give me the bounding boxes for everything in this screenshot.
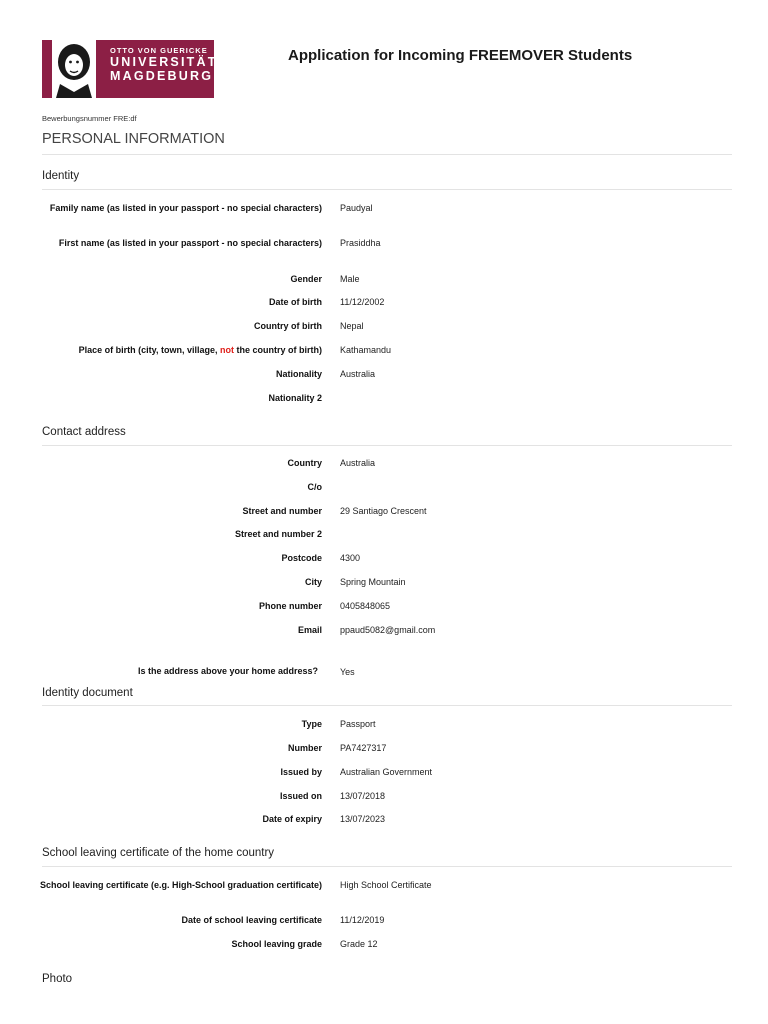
nationality-value: Australia	[340, 369, 376, 379]
section-title: PERSONAL INFORMATION	[42, 131, 225, 147]
contact-divider	[42, 445, 732, 446]
section-divider	[42, 154, 732, 155]
home-address-label: Is the address above your home address?	[137, 666, 318, 676]
identity-heading: Identity	[42, 170, 80, 182]
place-of-birth-label	[2, 343, 322, 357]
university-logo	[42, 40, 218, 98]
expiry-label: Date of expiry	[262, 814, 322, 824]
co-label: C/o	[307, 482, 322, 492]
certificate-label: School leaving certificate (e.g. High-School graduation certificate)	[39, 880, 322, 890]
gender-value: Male	[340, 274, 360, 284]
issued-on-label: Issued on	[279, 791, 322, 801]
email-label: Email	[297, 625, 322, 635]
email-value: ppaud5082@gmail.com	[340, 625, 436, 635]
country-label: Country	[287, 458, 322, 468]
country-of-birth-label: Country of birth	[254, 321, 322, 331]
issued-on-value: 13/07/2018	[340, 791, 386, 801]
grade-label: School leaving grade	[231, 939, 322, 949]
certificate-date-value: 11/12/2019	[340, 915, 385, 925]
home-address-value: Yes	[340, 667, 355, 677]
school-heading: School leaving certificate of the home country	[42, 847, 275, 859]
family-name-label: Family name (as listed in your passport - no special characters)	[49, 203, 322, 213]
family-name-value: Paudyal	[340, 203, 373, 213]
country-of-birth-value: Nepal	[340, 321, 364, 331]
first-name-value: Prasiddha	[340, 238, 381, 248]
street-value: 29 Santiago Crescent	[340, 506, 427, 516]
logo-line-small: OTTO VON GUERICKE	[110, 46, 208, 55]
gender-label: Gender	[290, 274, 322, 284]
place-of-birth-label-pre: Place of birth (city, town, village,	[78, 345, 218, 355]
street2-label: Street and number 2	[234, 529, 322, 539]
country-value: Australia	[340, 458, 376, 468]
logo-line-2: MAGDEBURG	[110, 69, 214, 83]
contact-heading: Contact address	[42, 426, 126, 438]
postcode-value: 4300	[340, 553, 361, 563]
place-of-birth-label-post: the country of birth)	[236, 345, 322, 355]
doc-number-value: PA7427317	[340, 743, 387, 753]
school-divider	[42, 866, 732, 867]
issued-by-label: Issued by	[280, 767, 322, 777]
logo-line-1: UNIVERSITÄT	[110, 55, 218, 69]
city-value: Spring Mountain	[340, 577, 406, 587]
issued-by-value: Australian Government	[340, 767, 433, 777]
first-name-label: First name (as listed in your passport - no special characters)	[58, 238, 322, 248]
photo-heading: Photo	[42, 973, 73, 985]
doc-type-label: Type	[301, 719, 322, 729]
nationality2-label: Nationality 2	[268, 393, 322, 403]
phone-label: Phone number	[258, 601, 322, 611]
doc-type-value: Passport	[340, 719, 376, 729]
certificate-date-label: Date of school leaving certificate	[181, 915, 322, 925]
id-document-heading: Identity document	[42, 687, 133, 699]
document-title: Application for Incoming FREEMOVER Students	[288, 47, 633, 64]
dob-value: 11/12/2002	[340, 297, 385, 307]
id-document-divider	[42, 705, 732, 706]
guericke-portrait-icon	[52, 40, 96, 98]
nationality-label: Nationality	[275, 369, 322, 379]
application-number: Bewerbungsnummer FRE:df	[42, 114, 137, 123]
street-label: Street and number	[242, 506, 322, 516]
postcode-label: Postcode	[281, 553, 322, 563]
city-label: City	[304, 577, 322, 587]
certificate-value: High School Certificate	[340, 880, 432, 890]
identity-divider	[42, 189, 732, 190]
doc-number-label: Number	[287, 743, 322, 753]
phone-value: 0405848065	[340, 601, 391, 611]
dob-label: Date of birth	[269, 297, 322, 307]
grade-value: Grade 12	[340, 939, 378, 949]
place-of-birth-value: Kathamandu	[340, 345, 392, 355]
place-of-birth-label-not: not	[219, 345, 234, 355]
expiry-value: 13/07/2023	[340, 814, 386, 824]
